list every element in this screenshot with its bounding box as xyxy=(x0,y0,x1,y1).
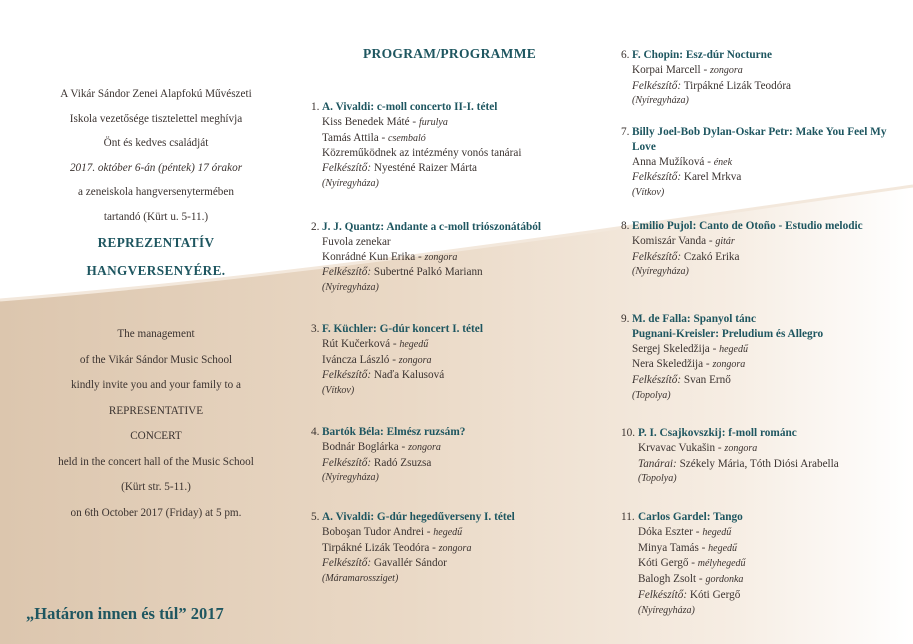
instrument: zongora xyxy=(724,442,758,454)
instrument: furulya xyxy=(418,116,448,128)
performer-name: Karel Mrkva xyxy=(681,171,742,184)
performer-name: Naďa Kalusová xyxy=(371,369,445,382)
program-title: PROGRAM/PROGRAMME xyxy=(363,46,537,61)
item-number: 4. xyxy=(311,426,320,438)
item-line xyxy=(621,525,909,541)
item-line xyxy=(621,185,909,201)
performer-name: Kóti Gergő xyxy=(687,588,741,601)
item-line xyxy=(311,368,601,383)
performer-name: Tamás Attila - xyxy=(322,131,389,144)
teacher-label: Felkészítő: xyxy=(322,266,372,279)
city: (Máramarossziget) xyxy=(322,573,399,585)
program-item xyxy=(311,425,601,486)
item-line xyxy=(311,131,601,147)
performer-name: Konrádné Kun Erika - xyxy=(322,250,425,263)
invite-hu-line: A Vikár Sándor Zenei Alapfokú Művészeti xyxy=(60,88,252,100)
item-title: F. Chopin: Esz-dúr Nocturne xyxy=(632,49,772,61)
item-line xyxy=(621,457,909,472)
item-title: J. J. Quantz: Andante a c-moll triószonátából xyxy=(322,221,542,233)
invite-en-line: (Kürt str. 5-11.) xyxy=(121,481,191,493)
performer-name: Kiss Benedek Máté - xyxy=(322,115,419,128)
item-line xyxy=(621,264,909,280)
teacher-label: Felkészítő: xyxy=(632,374,682,387)
invite-hu-heading: REPREZENTATÍV xyxy=(97,235,215,250)
invite-en-heading: REPRESENTATIVE xyxy=(108,404,204,417)
program-item xyxy=(621,510,909,619)
performer-name: Minya Tamás - xyxy=(638,541,709,554)
item-line xyxy=(311,337,601,353)
invite-hu-line: Iskola vezetősége tisztelettel meghívja xyxy=(69,112,243,125)
program-item xyxy=(311,220,601,296)
item-line xyxy=(311,115,601,131)
item-line xyxy=(311,556,601,571)
invite-en-heading: CONCERT xyxy=(130,430,182,442)
instrument: zongora xyxy=(424,251,458,263)
item-number: 7. xyxy=(621,126,630,138)
performer-name: Radó Zsuzsa xyxy=(371,456,432,469)
instrument: hegedű xyxy=(708,542,738,554)
item-line xyxy=(311,525,601,541)
item-title: M. de Falla: Spanyol tánc xyxy=(632,313,756,325)
item-line xyxy=(621,170,909,185)
item-title: Emilio Pujol: Canto de Otoño - Estudio melodic xyxy=(632,220,863,232)
item-title: Bartók Béla: Elmész ruzsám? xyxy=(322,426,466,438)
item-line xyxy=(621,572,909,588)
performer-name: Balogh Zsolt - xyxy=(638,573,706,586)
item-number: 2. xyxy=(311,221,320,233)
city: (Vítkov) xyxy=(322,385,355,397)
performer-name: Nera Skeledžija - xyxy=(632,358,713,371)
item-line xyxy=(621,588,909,603)
teacher-label: Felkészítő: xyxy=(322,557,372,570)
performer-name: Korpai Marcell - xyxy=(632,63,710,76)
instrument: gordonka xyxy=(705,574,744,586)
teacher-label: Tanárai: xyxy=(638,457,677,470)
item-line xyxy=(621,441,909,457)
invite-hu-line: a zeneiskola hangversenytermében xyxy=(78,186,234,198)
instrument: gitár xyxy=(715,235,735,247)
item-title: F. Küchler: G-dúr koncert I. tétel xyxy=(322,323,483,335)
item-line xyxy=(621,388,909,404)
instrument: hegedű xyxy=(399,338,429,350)
teacher-label: Felkészítő: xyxy=(322,369,372,382)
instrument: ének xyxy=(713,156,733,168)
instrument: zongora xyxy=(438,542,472,554)
invite-en-line: on 6th October 2017 (Friday) at 5 pm. xyxy=(70,506,242,519)
item-line xyxy=(311,280,601,296)
program-item xyxy=(621,219,909,280)
item-line xyxy=(311,235,601,250)
item-number: 8. xyxy=(621,220,630,232)
item-line xyxy=(311,146,601,161)
performer-name: Nyesténé Raizer Márta xyxy=(371,162,478,175)
teacher-label: Felkészítő: xyxy=(638,588,688,601)
item-line xyxy=(621,342,909,358)
invite-en-line: The management xyxy=(117,328,195,340)
item-line xyxy=(621,556,909,572)
invite-en-line: of the Vikár Sándor Music School xyxy=(79,353,233,366)
performer-name: Krvavac Vukašin - xyxy=(638,441,725,454)
performer-name: Komiszár Vanda - xyxy=(632,234,716,247)
item-line xyxy=(621,357,909,373)
item-line xyxy=(311,440,601,456)
city: (Nyíregyháza) xyxy=(638,604,695,616)
invite-en-line: kindly invite you and your family to a xyxy=(71,379,241,391)
performer-name: Bodnár Boglárka - xyxy=(322,440,409,453)
performer-name: Czakó Erika xyxy=(681,250,740,263)
performer-name: Rút Kučerková - xyxy=(322,337,400,350)
item-number: 5. xyxy=(311,511,320,523)
invite-hu-line: Önt és kedves családját xyxy=(103,137,209,149)
motto: „Határon innen és túl” 2017 xyxy=(26,604,224,623)
performer-name: Gavallér Sándor xyxy=(371,557,447,570)
item-number: 6. xyxy=(621,49,630,61)
teacher-label: Felkészítő: xyxy=(632,171,682,184)
invitation-hungarian xyxy=(20,82,292,285)
instrument: mélyhegedű xyxy=(697,558,746,570)
item-number: 11. xyxy=(621,511,635,523)
item-line xyxy=(311,456,601,471)
program-item xyxy=(621,48,909,109)
instrument: hegedű xyxy=(433,526,463,538)
performer-name: Székely Mária, Tóth Diósi Arabella xyxy=(676,457,839,470)
item-line xyxy=(311,353,601,369)
performer-name: Boboşan Tudor Andrei - xyxy=(322,525,434,538)
performer-name: Tirpákné Lizák Teodóra - xyxy=(322,541,439,554)
performer-name: Iváncza László - xyxy=(322,353,399,366)
instrument: hegedű xyxy=(719,343,748,355)
performer-name: Anna Mužíková - xyxy=(632,155,714,168)
item-title: P. I. Csajkovszkij: f-moll románc xyxy=(638,427,797,439)
item-line xyxy=(311,265,601,280)
program-item xyxy=(311,510,601,587)
performer-name: Közreműködnek az intézmény vonós tanárai xyxy=(322,147,522,160)
performer-name: Fuvola zenekar xyxy=(322,235,391,248)
instrument: csembaló xyxy=(388,132,426,144)
item-line xyxy=(621,471,909,487)
item-line xyxy=(621,93,909,109)
item-number: 1. xyxy=(311,101,320,113)
program-item xyxy=(311,100,601,192)
instrument: zongora xyxy=(709,64,743,76)
item-number: 10. xyxy=(621,427,636,439)
city: (Nyíregyháza) xyxy=(632,266,689,278)
city: (Nyíregyháza) xyxy=(322,282,379,294)
item-line xyxy=(621,603,909,619)
item-line xyxy=(621,373,909,388)
instrument: zongora xyxy=(408,441,441,453)
item-number: 3. xyxy=(311,323,320,335)
item-line xyxy=(621,155,909,171)
program-item xyxy=(621,426,909,487)
item-line xyxy=(311,571,601,587)
item-line xyxy=(311,383,601,399)
teacher-label: Felkészítő: xyxy=(322,456,372,469)
item-line xyxy=(621,63,909,79)
invite-hu-line: tartandó (Kürt u. 5-11.) xyxy=(103,210,209,223)
item-line xyxy=(311,176,601,192)
performer-name: Kóti Gergő - xyxy=(638,557,698,570)
item-title: A. Vivaldi: G-dúr hegedűverseny I. tétel xyxy=(322,511,515,523)
city: (Topolya) xyxy=(632,389,671,401)
city: (Nyíregyháza) xyxy=(322,177,379,189)
city: (Nyíregyháza) xyxy=(632,95,689,107)
program-item xyxy=(621,125,909,201)
performer-name: Svan Ernő xyxy=(681,374,731,387)
performer-name: Sergej Skeledžija - xyxy=(632,342,720,355)
item-title: Pugnani-Kreisler: Preludium és Allegro xyxy=(632,327,824,340)
instrument: zongora xyxy=(398,354,432,366)
item-number: 9. xyxy=(621,313,630,325)
item-line xyxy=(621,541,909,557)
performer-name: Tirpákné Lizák Teodóra xyxy=(681,79,792,92)
item-line xyxy=(311,161,601,176)
program-item xyxy=(311,322,601,399)
teacher-label: Felkészítő: xyxy=(632,250,682,263)
invite-hu-date: 2017. október 6-án (péntek) 17 órakor xyxy=(69,161,243,174)
item-title: Carlos Gardel: Tango xyxy=(638,511,743,523)
teacher-label: Felkészítő: xyxy=(322,162,372,175)
city: (Topolya) xyxy=(638,473,677,485)
performer-name: Dóka Eszter - xyxy=(638,525,703,538)
performer-name: Subertné Palkó Mariann xyxy=(371,266,483,279)
invite-hu-heading: HANGVERSENYÉRE. xyxy=(86,263,226,278)
item-line xyxy=(311,470,601,486)
instrument: zongora xyxy=(712,359,746,371)
item-line xyxy=(621,234,909,250)
city: (Nyíregyháza) xyxy=(322,472,379,484)
city: (Vítkov) xyxy=(632,187,665,199)
item-line xyxy=(311,541,601,557)
item-title: A. Vivaldi: c-moll concerto II-I. tétel xyxy=(322,101,498,113)
item-line xyxy=(621,79,909,94)
item-title: Billy Joel-Bob Dylan-Oskar Petr: Make You Feel My Love xyxy=(632,126,887,153)
invite-en-line: held in the concert hall of the Music School xyxy=(58,455,254,468)
instrument: hegedű xyxy=(702,526,732,538)
invitation-english xyxy=(20,322,292,526)
program-item xyxy=(621,312,909,404)
item-line xyxy=(311,250,601,266)
teacher-label: Felkészítő: xyxy=(632,79,682,92)
item-line xyxy=(621,250,909,265)
